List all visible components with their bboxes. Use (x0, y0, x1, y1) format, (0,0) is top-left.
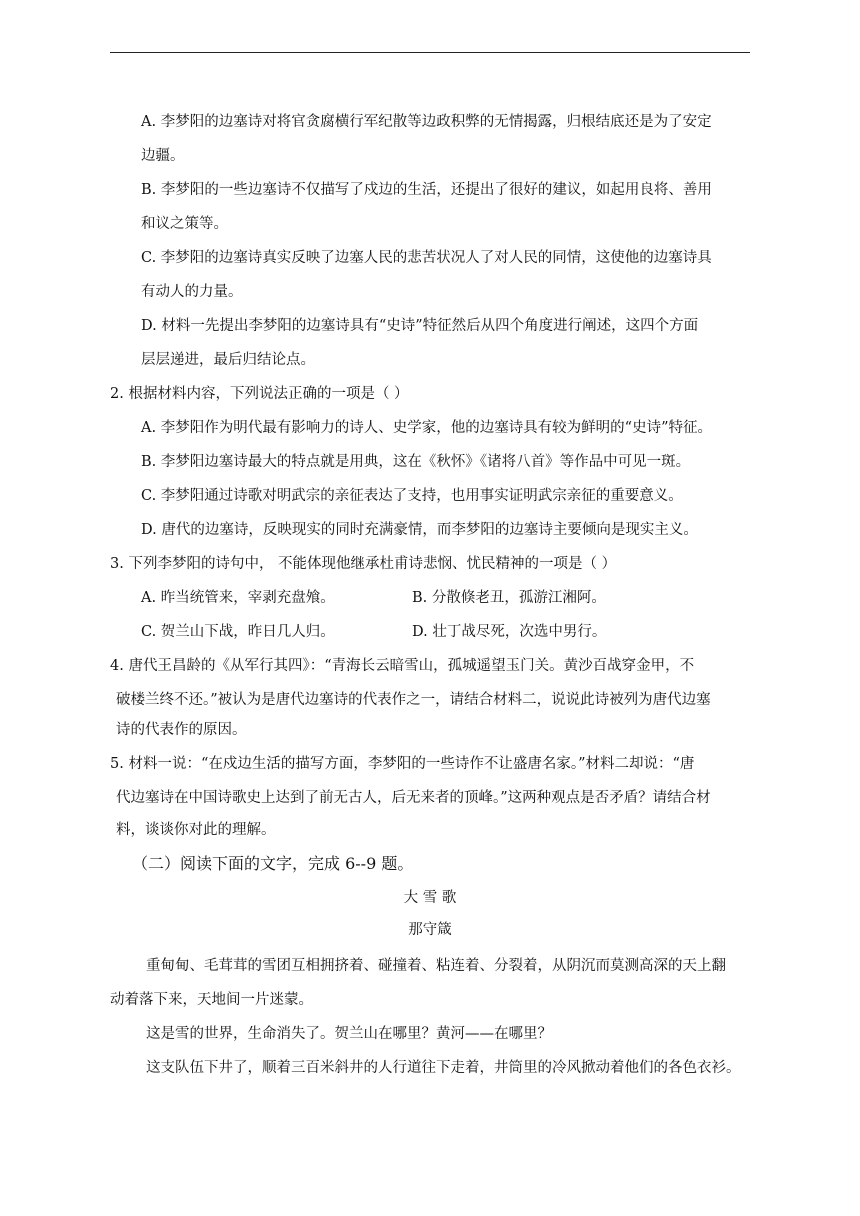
q4-line1: 4. 唐代王昌龄的《从军行其四》：“青海长云暗雪山，孤城遥望玉门关。黄沙百战穿金甲，不 (110, 658, 695, 674)
q3-stem: 3. 下列李梦阳的诗句中， 不能体现他继承杜甫诗悲悯、忧民精神的一项是（ ） (110, 556, 617, 572)
section-2-heading: （二）阅读下面的文字，完成 6--9 题。 (132, 854, 414, 873)
passage-p3: 这支队伍下井了，顺着三百米斜井的人行道往下走着，井筒里的冷风掀动着他们的各色衣衫。 (146, 1060, 741, 1076)
q1-option-d-line2: 层层递进，最后归结论点。 (141, 352, 315, 368)
q2-option-a: A. 李梦阳作为明代最有影响力的诗人、史学家，他的边塞诗具有较为鲜明的“史诗”特征。 (141, 420, 713, 436)
passage-title: 大 雪 歌 (403, 890, 457, 906)
q5-line1: 5. 材料一说：“在戍边生活的描写方面，李梦阳的一些诗作不让盛唐名家。”材料二却说：“唐 (110, 756, 695, 772)
q1-option-b-line1: B. 李梦阳的一些边塞诗不仅描写了戍边的生活，还提出了很好的建议，如起用良将、善用 (141, 182, 712, 198)
q1-option-a-line2: 边疆。 (141, 148, 185, 164)
passage-p2: 这是雪的世界，生命消失了。贺兰山在哪里？黄河——在哪里？ (146, 1026, 552, 1042)
q2-option-c: C. 李梦阳通过诗歌对明武宗的亲征表达了支持，也用事实证明武宗亲征的重要意义。 (141, 488, 683, 504)
q5-line2: 代边塞诗在中国诗歌史上达到了前无古人，后无来者的顶峰。”这两种观点是否矛盾？请结合材 (116, 790, 711, 806)
q2-stem: 2. 根据材料内容，下列说法正确的一项是（ ） (110, 386, 409, 402)
q5-line3: 料，谈谈你对此的理解。 (116, 822, 276, 838)
q4-line3: 诗的代表作的原因。 (116, 722, 247, 738)
q1-option-d-line1: D. 材料一先提出李梦阳的边塞诗具有“史诗”特征然后从四个角度进行阐述，这四个方面 (141, 318, 699, 334)
q3-option-b: B. 分散倏老丑，孤游江湘阿。 (412, 590, 606, 606)
passage-author: 那守箴 (408, 922, 452, 938)
q3-option-c: C. 贺兰山下战，昨日几人归。 (141, 624, 335, 640)
q2-option-b: B. 李梦阳边塞诗最大的特点就是用典，这在《秋怀》《诸将八首》等作品中可见一斑。 (141, 454, 691, 470)
passage-p1-line1: 重甸甸、毛茸茸的雪团互相拥挤着、碰撞着、粘连着、分裂着，从阴沉而莫测高深的天上翻 (146, 958, 726, 974)
header-rule (110, 52, 750, 53)
q3-option-d: D. 壮丁战尽死，次选中男行。 (412, 624, 607, 640)
q1-option-b-line2: 和议之策等。 (141, 216, 228, 232)
q3-option-a: A. 昨当统管来，宰剥充盘飧。 (141, 590, 335, 606)
q1-option-c-line2: 有动人的力量。 (141, 284, 243, 300)
q1-option-a-line1: A. 李梦阳的边塞诗对将官贪腐横行军纪散等边政积弊的无情揭露，归根结底还是为了安定 (141, 114, 712, 130)
q1-option-c-line1: C. 李梦阳的边塞诗真实反映了边塞人民的悲苦状况人了对人民的同情，这使他的边塞诗具 (141, 250, 712, 266)
q2-option-d: D. 唐代的边塞诗，反映现实的同时充满豪情，而李梦阳的边塞诗主要倾向是现实主义。 (141, 522, 698, 538)
q4-line2: 破楼兰终不还。”被认为是唐代边塞诗的代表作之一，请结合材料二，说说此诗被列为唐代边塞 (116, 692, 711, 708)
passage-p1-line2: 动着落下来，天地间一片迷蒙。 (110, 992, 313, 1008)
